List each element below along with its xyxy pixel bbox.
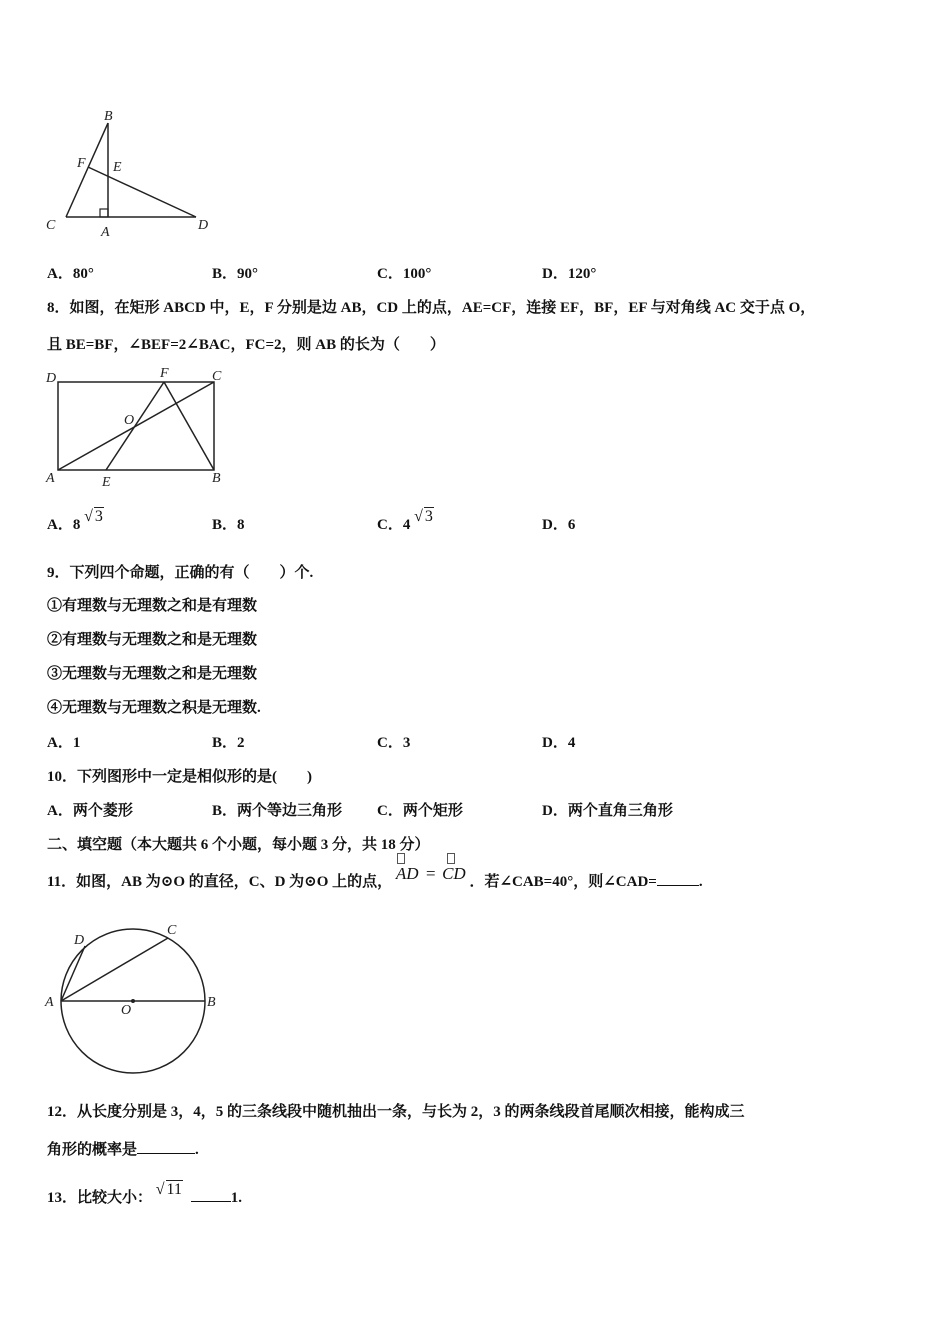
q7-option-d[interactable]	[542, 262, 596, 283]
option-text: 6	[567, 517, 576, 533]
option-text: 3	[402, 735, 411, 751]
q7-line-bc	[66, 123, 108, 217]
q11-label-d: D	[74, 933, 85, 948]
radicand: 11	[166, 1181, 182, 1198]
radicand: 3	[94, 508, 103, 525]
q12-stem-end: .	[195, 1142, 199, 1158]
q11-chord-ad	[61, 946, 85, 1001]
q8-label-c: C	[212, 369, 222, 384]
option-letter: D．	[542, 266, 568, 282]
equals-sign: =	[424, 864, 437, 883]
q7-label-f: F	[77, 156, 86, 171]
q13-stem	[47, 1181, 242, 1207]
radicand: 3	[424, 508, 433, 525]
q12-answer-blank[interactable]	[137, 1153, 195, 1154]
option-letter: D．	[542, 803, 568, 819]
q8-stem-line2: 且 BE=BF，∠BEF=2∠BAC，FC=2，则 AB 的长为（ ）	[47, 337, 445, 353]
q8-line-fb	[164, 382, 214, 470]
q10-option-b[interactable]	[212, 799, 342, 820]
option-text: 两个直角三角形	[567, 803, 673, 819]
q10-stem: 10．下列图形中一定是相似形的是( )	[47, 769, 312, 785]
q8-label-o: O	[124, 413, 135, 428]
option-letter: B．	[212, 735, 238, 751]
arc-cd: CD	[442, 864, 466, 883]
option-letter: D．	[542, 735, 568, 751]
option-letter: D．	[542, 517, 568, 533]
q8-option-d[interactable]	[542, 513, 575, 534]
q9-stem: 9．下列四个命题，正确的有（ ）个.	[47, 565, 314, 581]
q11-stem	[47, 864, 703, 891]
q7-right-angle-mark	[100, 209, 108, 217]
option-coefficient: 8	[72, 517, 81, 533]
option-letter: A．	[47, 803, 73, 819]
q13-stem-end: 1.	[230, 1190, 242, 1206]
option-letter: C．	[377, 266, 403, 282]
q8-option-c[interactable]	[377, 508, 434, 534]
q11-label-b: B	[207, 995, 216, 1010]
q8-stem-line1: 8．如图，在矩形 ABCD 中，E，F 分别是边 AB，CD 上的点，AE=CF，连接 EF，BF，EF 与对角线 AC 交于点 O，	[47, 300, 816, 316]
arc-ad: AD	[396, 864, 423, 883]
arc-icon	[397, 853, 405, 864]
q11-label-o: O	[121, 1003, 132, 1018]
q10-option-a[interactable]	[47, 799, 133, 820]
option-letter: C．	[377, 803, 403, 819]
q7-label-c: C	[46, 218, 56, 233]
q11-arc-equation	[396, 864, 466, 884]
q9-option-a[interactable]	[47, 731, 80, 752]
q11-center-dot	[131, 999, 135, 1003]
q11-circle-figure	[40, 918, 230, 1078]
q8-label-f: F	[160, 366, 169, 381]
q8-line-ef	[106, 382, 164, 470]
q8-label-b: B	[212, 471, 221, 486]
option-letter: A．	[47, 517, 73, 533]
arc-icon	[447, 853, 455, 864]
sqrt-icon: √ 3	[84, 508, 103, 525]
q12-stem-line2	[47, 1138, 199, 1159]
sqrt-icon: √ 11	[155, 1181, 182, 1198]
option-text: 两个菱形	[72, 803, 133, 819]
q8-option-a[interactable]	[47, 508, 104, 534]
section-2-heading: 二、填空题（本大题共 6 个小题，每小题 3 分，共 18 分）	[47, 837, 430, 853]
option-text: 80°	[72, 266, 94, 282]
q11-stem-part2: ．若∠CAB=40°，则∠CAD=	[469, 874, 657, 890]
option-letter: A．	[47, 735, 73, 751]
q7-label-e: E	[113, 160, 122, 175]
option-letter: A．	[47, 266, 73, 282]
q13-answer-blank[interactable]	[191, 1201, 231, 1202]
option-letter: B．	[212, 266, 238, 282]
q11-answer-blank[interactable]	[657, 885, 699, 886]
option-text: 两个等边三角形	[237, 803, 343, 819]
q12-stem-part: 角形的概率是	[47, 1142, 138, 1158]
q8-label-e: E	[102, 475, 111, 490]
q9-item-1: ①有理数与无理数之和是有理数	[47, 598, 258, 614]
q11-stem-end: .	[698, 874, 703, 890]
option-text: 90°	[237, 266, 259, 282]
q9-option-d[interactable]	[542, 731, 575, 752]
option-text: 120°	[567, 266, 597, 282]
option-coefficient: 4	[402, 517, 411, 533]
q9-item-3: ③无理数与无理数之和是无理数	[47, 666, 258, 682]
q10-option-d[interactable]	[542, 799, 673, 820]
q8-rectangle-figure	[40, 362, 240, 490]
option-text: 两个矩形	[402, 803, 463, 819]
q7-label-a: A	[101, 225, 110, 240]
q7-option-a[interactable]	[47, 262, 94, 283]
q9-option-c[interactable]	[377, 731, 410, 752]
option-text: 100°	[402, 266, 432, 282]
q12-stem-line1: 12．从长度分别是 3，4，5 的三条线段中随机抽出一条，与长为 2，3 的两条线段首尾顺次相接，能构成三	[47, 1104, 745, 1120]
option-letter: B．	[212, 803, 238, 819]
q8-diagonal-ac	[58, 382, 214, 470]
option-text: 4	[567, 735, 576, 751]
q11-label-a: A	[45, 995, 54, 1010]
q11-stem-part1: 11．如图，AB 为⊙O 的直径，C、D 为⊙O 上的点，	[47, 874, 393, 890]
q8-label-a: A	[46, 471, 55, 486]
q13-stem-part: 13．比较大小：	[47, 1190, 153, 1206]
option-letter: C．	[377, 517, 403, 533]
q10-option-c[interactable]	[377, 799, 463, 820]
q8-option-b[interactable]	[212, 513, 245, 534]
q8-label-d: D	[46, 371, 57, 386]
q7-option-b[interactable]	[212, 262, 258, 283]
q7-label-b: B	[104, 109, 113, 124]
option-text: 1	[72, 735, 81, 751]
q7-option-c[interactable]	[377, 262, 431, 283]
sqrt-icon: √ 3	[414, 508, 433, 525]
option-text: 8	[237, 517, 245, 533]
q9-option-b[interactable]	[212, 731, 245, 752]
q7-label-d: D	[198, 218, 209, 233]
q9-item-2: ②有理数与无理数之和是无理数	[47, 632, 258, 648]
q11-label-c: C	[167, 923, 177, 938]
option-letter: B．	[212, 517, 238, 533]
q7-triangle-figure	[40, 105, 220, 240]
option-letter: C．	[377, 735, 403, 751]
option-text: 2	[237, 735, 245, 751]
q9-item-4: ④无理数与无理数之积是无理数.	[47, 700, 261, 716]
